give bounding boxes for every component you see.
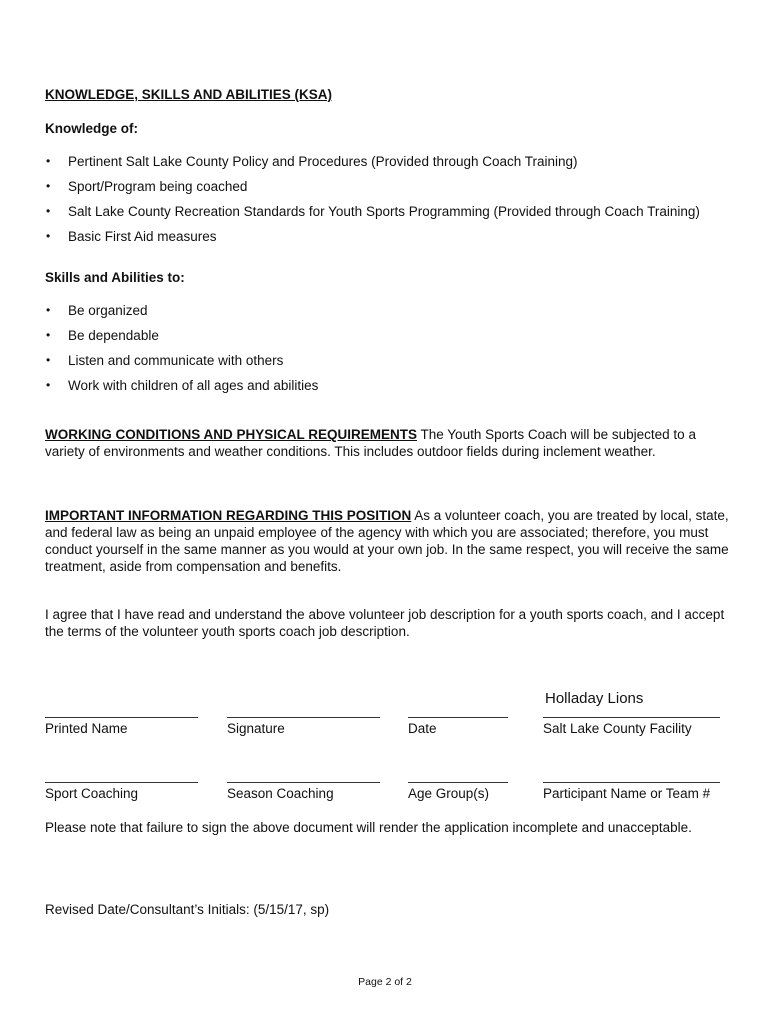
ksa-heading: KNOWLEDGE, SKILLS AND ABILITIES (KSA) [45,87,332,102]
list-item: • Be dependable [46,328,159,343]
participant-label: Participant Name or Team # [543,786,711,801]
working-conditions-heading: WORKING CONDITIONS AND PHYSICAL REQUIREMENTS [45,427,418,442]
list-item: • Sport/Program being coached [46,179,248,194]
bullet-icon: • [46,204,51,218]
list-item: • Basic First Aid measures [46,229,217,244]
important-info-paragraph [45,507,735,575]
facility-value: Holladay Lions [545,690,644,707]
list-item: • Be organized [46,303,148,318]
agreement-paragraph: I agree that I have read and understand the above volunteer job description for a youth sports coach, and I accept the terms of the volunteer youth sports coach job description. [45,607,725,639]
important-info-text: As a volunteer coach, you are treated by local, state, and federal law as being an unpaid employee of the agency with which you are associated; therefore, you must conduct yourself in the same manner as you would at your own job. In the same respect, you will receive the same treatment, aside from compensation and benefits. [45,508,729,574]
age-groups-label: Age Group(s) [408,786,490,801]
important-info-heading: IMPORTANT INFORMATION REGARDING THIS POSITION [45,508,412,523]
bullet-icon: • [46,154,51,168]
knowledge-list [46,154,700,254]
bullet-icon: • [46,353,51,367]
list-item: • Pertinent Salt Lake County Policy and Procedures (Provided through Coach Training) [46,154,578,169]
page-number: Page 2 of 2 [358,976,412,988]
bullet-icon: • [46,378,51,392]
sport-coaching-line[interactable] [45,782,198,783]
date-line[interactable] [408,717,508,718]
signature-label: Signature [227,721,285,736]
note-text: Please note that failure to sign the above document will render the application incomplete and unacceptable. [45,820,692,835]
printed-name-label: Printed Name [45,721,128,736]
facility-label: Salt Lake County Facility [543,721,692,736]
working-conditions-text: The Youth Sports Coach will be subjected to a variety of environments and weather conditions. This includes outdoor fields during inclement weather. [45,427,696,459]
sport-coaching-label: Sport Coaching [45,786,139,801]
bullet-icon: • [46,328,51,342]
knowledge-heading: Knowledge of: [45,121,138,136]
skills-list [46,303,318,403]
season-coaching-line[interactable] [227,782,380,783]
signature-line[interactable] [227,717,380,718]
list-item: • Listen and communicate with others [46,353,284,368]
working-conditions-paragraph [45,426,735,460]
printed-name-line[interactable] [45,717,198,718]
bullet-icon: • [46,303,51,317]
facility-line[interactable] [543,717,720,718]
age-groups-line[interactable] [408,782,508,783]
date-label: Date [408,721,437,736]
skills-heading: Skills and Abilities to: [45,270,185,285]
season-coaching-label: Season Coaching [227,786,334,801]
bullet-icon: • [46,229,51,243]
list-item: • Salt Lake County Recreation Standards for Youth Sports Programming (Provided through Coach Training) [46,204,700,219]
list-item: • Work with children of all ages and abilities [46,378,319,393]
revised-text: Revised Date/Consultant’s Initials: (5/15/17, sp) [45,902,330,917]
participant-line[interactable] [543,782,720,783]
bullet-icon: • [46,179,51,193]
